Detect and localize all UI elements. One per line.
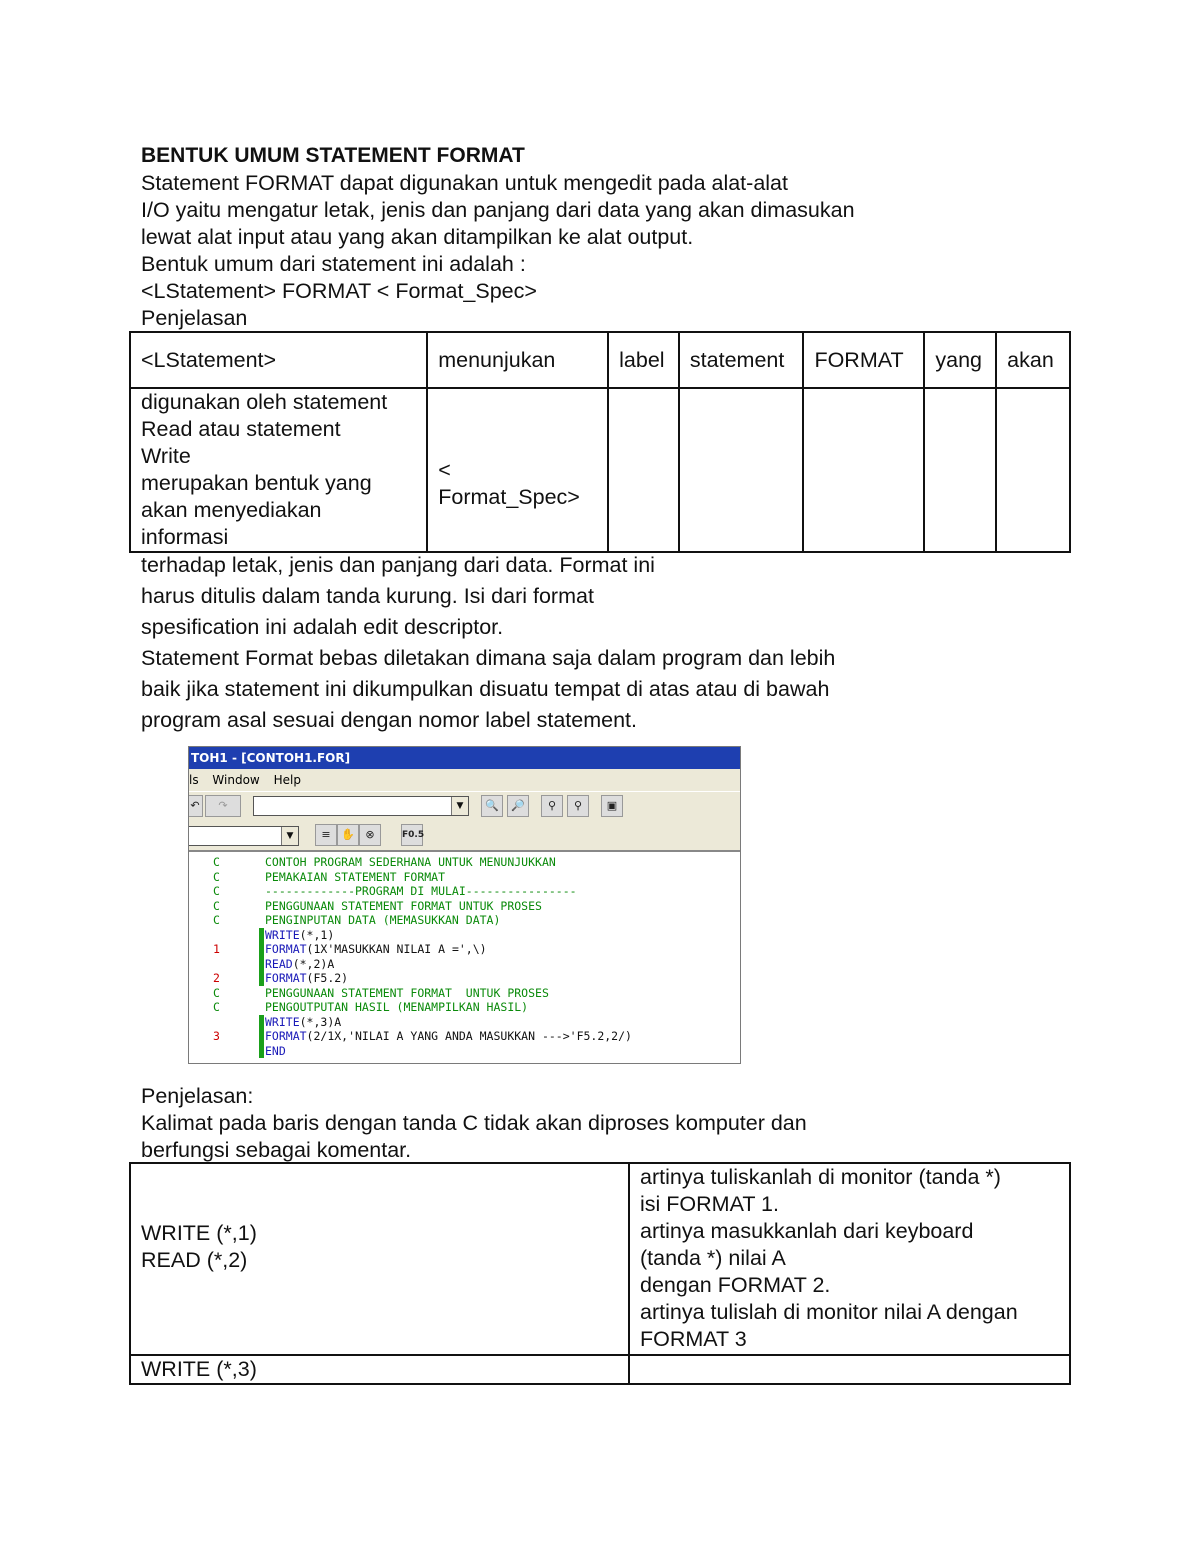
cell-line: Write: [141, 444, 191, 468]
binoculars-next-icon[interactable]: ⚲: [567, 795, 589, 817]
line-label: C: [213, 869, 220, 884]
window-title: TOH1 - [CONTOH1.FOR]: [189, 747, 740, 769]
cell-description: [130, 388, 427, 552]
cell-line: artinya masukkanlah dari keyboard: [640, 1219, 974, 1243]
code-text: PEMAKAIAN STATEMENT FORMAT: [265, 869, 446, 884]
cell-empty: [679, 388, 804, 552]
cell-line: dengan FORMAT 2.: [640, 1273, 831, 1297]
redo-icon[interactable]: ↷: [205, 795, 241, 817]
paragraph-line: Statement Format bebas diletakan dimana saja dalam program dan lebih: [141, 646, 836, 670]
cell-line: digunakan oleh statement: [141, 390, 388, 414]
compile-icon[interactable]: ≡: [315, 824, 337, 846]
code-text: PENGGUNAAN STATEMENT FORMAT UNTUK PROSES: [265, 985, 549, 1000]
f90-button[interactable]: F0.5: [401, 824, 423, 846]
cell-empty: [629, 1355, 1070, 1384]
cell-line: akan menyediakan: [141, 498, 322, 522]
cell-statements: [130, 1163, 629, 1355]
code-args: (*,3)A: [299, 1014, 342, 1029]
code-args: (*,2)A: [292, 956, 335, 971]
explanation-table: [129, 331, 1071, 553]
code-text: [265, 957, 334, 971]
cell-yang: yang: [924, 332, 996, 388]
keyword: FORMAT: [265, 942, 307, 956]
code-text: [265, 1044, 286, 1058]
chevron-down-icon[interactable]: ▼: [451, 797, 468, 815]
code-text: PENGOUTPUTAN HASIL (MENAMPILKAN HASIL): [265, 1000, 529, 1014]
cell-menunjukan: menunjukan: [427, 332, 608, 388]
paragraph-line: Kalimat pada baris dengan tanda C tidak akan diproses komputer dan: [141, 1111, 807, 1135]
cell-statement: statement: [679, 332, 804, 388]
section-label: Penjelasan: [141, 306, 248, 330]
line-label: 2: [213, 971, 220, 985]
keyword: FORMAT: [265, 971, 307, 985]
stop-hand-icon[interactable]: ✋: [337, 824, 359, 846]
code-args: (2/1X,'NILAI A YANG ANDA MASUKKAN --->'F5.2,2/): [306, 1029, 632, 1043]
paragraph-line: baik jika statement ini dikumpulkan disuatu tempat di atas atau di bawah: [141, 677, 830, 701]
statement-table: [129, 1162, 1071, 1385]
paragraph-line: Statement FORMAT dapat digunakan untuk mengedit pada alat-alat: [141, 171, 788, 195]
cell-meanings: [629, 1163, 1070, 1355]
line-label: C: [213, 985, 220, 1000]
cell-line: informasi: [141, 525, 229, 549]
toolbar: [189, 791, 740, 822]
line-label: C: [213, 1000, 220, 1014]
cell-line: artinya tulislah di monitor nilai A dengan: [640, 1300, 1018, 1324]
keyword: WRITE: [265, 927, 300, 942]
menu-item-help[interactable]: Help: [273, 773, 301, 787]
menu-item-window[interactable]: Window: [212, 773, 260, 787]
cell-format-spec: [427, 388, 608, 552]
syntax-line: <LStatement> FORMAT < Format_Spec>: [141, 279, 537, 303]
line-label: 3: [213, 1029, 220, 1043]
cell-line: (tanda *) nilai A: [640, 1246, 786, 1270]
block-marker: [259, 1015, 264, 1059]
code-text: CONTOH PROGRAM SEDERHANA UNTUK MENUNJUKKAN: [265, 855, 556, 869]
code-text: [265, 1029, 632, 1043]
chevron-down-icon[interactable]: ▼: [281, 827, 298, 845]
code-args: (*,1): [299, 927, 335, 942]
cell-akan: akan: [996, 332, 1070, 388]
cell-label: label: [608, 332, 679, 388]
code-args: (1X'MASUKKAN NILAI A =',\): [306, 942, 487, 956]
keyword: END: [265, 1043, 286, 1058]
cell-line: Read atau statement: [141, 417, 341, 441]
cell-line: WRITE (*,1): [141, 1221, 257, 1245]
paragraph-line: spesification ini adalah edit descriptor.: [141, 615, 504, 639]
cell-line: isi FORMAT 1.: [640, 1192, 779, 1216]
config-combo[interactable]: [188, 826, 299, 846]
cancel-icon[interactable]: ⊗: [359, 824, 381, 846]
line-label: C: [213, 884, 220, 898]
line-label: 1: [213, 942, 220, 956]
cell-line: FORMAT 3: [640, 1327, 747, 1351]
section-label: Penjelasan:: [141, 1084, 254, 1108]
cell-empty: [924, 388, 996, 552]
block-marker: [259, 928, 264, 986]
paragraph-line: berfungsi sebagai komentar.: [141, 1138, 412, 1162]
editor-screenshot: [188, 746, 741, 1064]
paragraph-line: program asal sesuai dengan nomor label statement.: [141, 708, 637, 732]
find-combo[interactable]: [253, 796, 469, 816]
menu-bar: [189, 769, 740, 791]
cell-line: merupakan bentuk yang: [141, 471, 372, 495]
binoculars-icon[interactable]: ⚲: [541, 795, 563, 817]
find-icon[interactable]: 🔍: [481, 795, 503, 817]
find-next-icon[interactable]: 🔎: [507, 795, 529, 817]
code-args: (F5.2): [306, 971, 349, 985]
code-text: [265, 1015, 341, 1029]
code-text: [265, 942, 487, 956]
keyword: READ: [265, 956, 293, 971]
cell-line: Format_Spec>: [438, 485, 580, 509]
keyword: FORMAT: [265, 1029, 307, 1043]
cell-lstatement: <LStatement>: [130, 332, 427, 388]
window-icon[interactable]: ▣: [601, 795, 623, 817]
code-text: PENGGUNAAN STATEMENT FORMAT UNTUK PROSES: [265, 898, 542, 913]
paragraph-line: I/O yaitu mengatur letak, jenis dan panjang dari data yang akan dimasukan: [141, 198, 855, 222]
line-label: C: [213, 898, 220, 913]
cell-empty: [803, 388, 924, 552]
code-text: PENGINPUTAN DATA (MEMASUKKAN DATA): [265, 913, 501, 927]
cell-line: READ (*,2): [141, 1248, 248, 1272]
cell-format: FORMAT: [803, 332, 924, 388]
cell-line: <: [438, 458, 451, 482]
code-text: -------------PROGRAM DI MULAI----------------: [265, 884, 577, 898]
cell-line: artinya tuliskanlah di monitor (tanda *): [640, 1165, 1001, 1189]
paragraph-line: Bentuk umum dari statement ini adalah :: [141, 252, 526, 276]
code-text: [265, 928, 334, 942]
cell-write3: WRITE (*,3): [130, 1355, 629, 1384]
code-text: [265, 971, 348, 985]
line-label: C: [213, 913, 220, 927]
undo-icon[interactable]: ↶: [188, 795, 203, 817]
paragraph-line: terhadap letak, jenis dan panjang dari data. Format ini: [141, 553, 655, 577]
paragraph-line: lewat alat input atau yang akan ditampilkan ke alat output.: [141, 225, 694, 249]
cell-empty: [996, 388, 1070, 552]
page-title: BENTUK UMUM STATEMENT FORMAT: [141, 144, 525, 167]
line-label: C: [213, 855, 220, 869]
keyword: WRITE: [265, 1014, 300, 1029]
toolbar-secondary: [189, 822, 740, 852]
paragraph-line: harus ditulis dalam tanda kurung. Isi dari format: [141, 584, 594, 608]
menu-item-tools[interactable]: ls: [189, 773, 199, 787]
cell-empty: [608, 388, 679, 552]
